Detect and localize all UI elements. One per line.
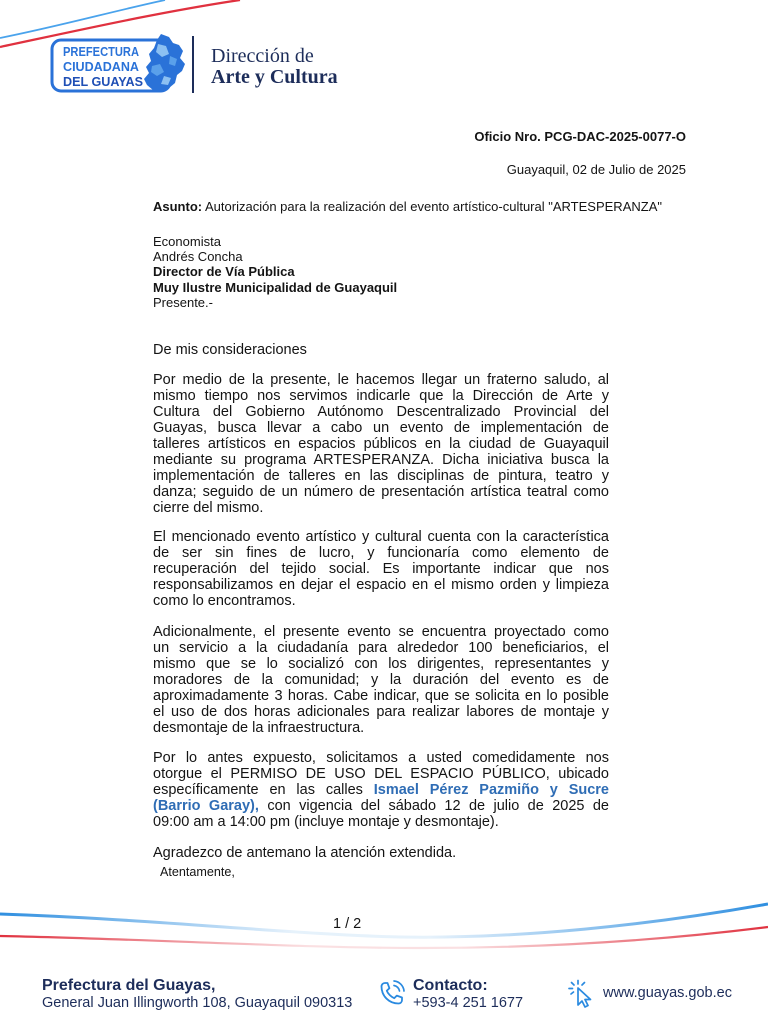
logo-text-line-1: PREFECTURA — [63, 45, 139, 59]
paragraph-line: el uso de dos horas adicionales para realizar labores de montaje y — [153, 704, 609, 720]
paragraph-line: moradores de la comunidad; y la duración del evento es de — [153, 672, 609, 688]
contact-phone: +593-4 251 1677 — [413, 995, 524, 1011]
recipient-salutation: Presente.- — [153, 294, 213, 310]
highlighted-street: Ismael Pérez Pazmiño y Sucre — [373, 782, 609, 798]
department-line-1: Dirección de — [211, 45, 314, 67]
paragraph-line: talleres artísticos en espacios públicos en la ciudad de Guayaquil — [153, 436, 609, 452]
paragraph-line: Guayas, busca llevar a cabo un evento de implementación de — [153, 420, 609, 436]
bottom-decoration — [0, 895, 768, 955]
paragraph-line: El mencionado evento artístico y cultural cuenta con la característica — [153, 529, 609, 545]
body-paragraph-1 — [153, 372, 609, 516]
page-number: 1 / 2 — [333, 916, 362, 932]
logo-text-line-3: DEL GUAYAS — [63, 75, 143, 89]
paragraph-line: implementación de talleres en las disciplinas de pintura, teatro y — [153, 468, 609, 484]
paragraph-line — [153, 782, 609, 798]
paragraph-line: danza; seguido de un número de presentación artística teatral como — [153, 484, 609, 500]
subject-text: Autorización para la realización del evento artístico-cultural "ARTESPERANZA" — [205, 199, 662, 214]
paragraph-text: específicamente en las calles — [153, 782, 363, 798]
body-paragraph-4 — [153, 750, 609, 830]
phone-icon — [377, 978, 407, 1008]
body-paragraph-2 — [153, 529, 609, 609]
recipient-title: Economista — [153, 234, 221, 249]
subject-line — [153, 199, 662, 215]
bottom-blue-swoosh — [0, 904, 768, 937]
paragraph-line: mismo que se lo socializó con los dirigentes, representantes y — [153, 656, 609, 672]
recipient-name: Andrés Concha — [153, 249, 243, 265]
document-reference: Oficio Nro. PCG-DAC-2025-0077-O — [474, 129, 686, 144]
place-date: Guayaquil, 02 de Julio de 2025 — [506, 162, 686, 177]
cursor-click-icon — [566, 978, 598, 1008]
greeting: De mis consideraciones — [153, 342, 307, 358]
recipient-institution: Muy Ilustre Municipalidad de Guayaquil — [153, 279, 398, 295]
footer-org-name: Prefectura del Guayas, — [42, 977, 216, 994]
contact-label: Contacto: — [413, 977, 488, 994]
recipient-position: Director de Vía Pública — [153, 264, 295, 280]
sign-off: Atentamente, — [160, 865, 235, 879]
paragraph-line: mismo tiempo nos servimos indicarle que la Dirección de Arte y — [153, 388, 609, 404]
paragraph-line: desmontaje de la infraestructura. — [153, 720, 365, 736]
highlighted-neighborhood: (Barrio Garay), — [153, 798, 259, 814]
header-divider — [192, 36, 194, 93]
paragraph-line: aproximadamente 3 horas. Cabe indicar, que se solicita en lo posible — [153, 688, 609, 704]
footer-organization — [42, 977, 352, 1012]
website-link[interactable]: www.guayas.gob.ec — [603, 985, 732, 1001]
closing-line: Agradezco de antemano la atención extendida. — [153, 845, 457, 861]
paragraph-line: responsabilizamos en dejar el espacio en el mismo orden y limpieza — [153, 577, 609, 593]
paragraph-line: un servicio a la ciudadanía para alrededor 100 beneficiarios, el — [153, 640, 609, 656]
paragraph-line: mediante su programa ARTESPERANZA. Dicha iniciativa busca la — [153, 452, 609, 468]
paragraph-line: como lo encontramos. — [153, 593, 296, 609]
paragraph-line: Por lo antes expuesto, solicitamos a usted comedidamente nos — [153, 750, 609, 766]
paragraph-line: 09:00 am a 14:00 pm (incluye montaje y desmontaje). — [153, 814, 499, 830]
paragraph-line: cierre del mismo. — [153, 500, 264, 516]
logo-text-line-2: CIUDADANA — [63, 60, 139, 74]
paragraph-line: Por medio de la presente, le hacemos llegar un fraterno saludo, al — [153, 372, 609, 388]
paragraph-line: recuperación del tejido social. Es importante indicar que nos — [153, 561, 609, 577]
paragraph-line: Adicionalmente, el presente evento se encuentra proyectado como — [153, 624, 609, 640]
body-paragraph-3 — [153, 624, 609, 736]
paragraph-line — [153, 798, 609, 814]
paragraph-line: de ser sin fines de lucro, y funcionaría como elemento de — [153, 545, 609, 561]
footer-contact — [413, 977, 523, 1012]
footer-address: General Juan Illingworth 108, Guayaquil 090313 — [42, 995, 353, 1011]
subject-label: Asunto: — [153, 199, 203, 214]
department-line-2: Arte y Cultura — [211, 66, 338, 88]
prefectura-logo — [48, 30, 193, 96]
recipient-block — [153, 234, 397, 310]
paragraph-text: con vigencia del sábado 12 de julio de 2025 de — [267, 798, 609, 814]
paragraph-line: Cultura del Gobierno Autónomo Descentralizado Provincial del — [153, 404, 609, 420]
paragraph-line: otorgue el PERMISO DE USO DEL ESPACIO PÚBLICO, ubicado — [153, 766, 609, 782]
